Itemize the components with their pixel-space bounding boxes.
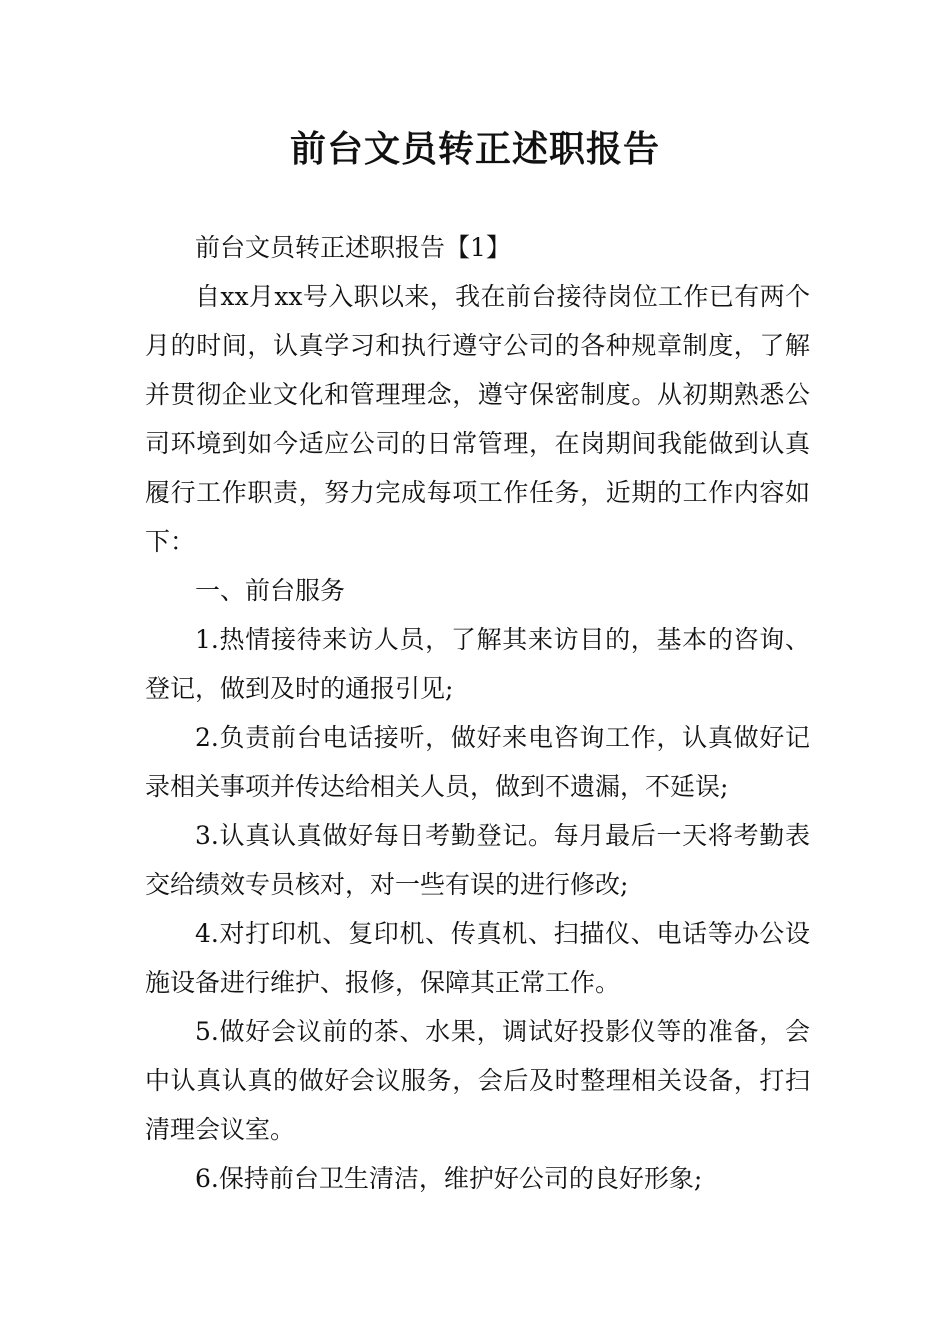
list-item-4: 4.对打印机、复印机、传真机、扫描仪、电话等办公设施设备进行维护、报修，保障其正常工作。 <box>145 919 810 997</box>
list-item-2: 2.负责前台电话接听，做好来电咨询工作，认真做好记录相关事项并传达给相关人员，做到不遗漏，不延误; <box>145 723 810 801</box>
section-heading-front-desk-service: 一、前台服务 <box>195 576 346 605</box>
report-subtitle: 前台文员转正述职报告【1】 <box>195 233 511 262</box>
list-item-6: 6.保持前台卫生清洁，维护好公司的良好形象; <box>195 1164 703 1193</box>
document-title: 前台文员转正述职报告 <box>289 129 660 170</box>
document-body <box>145 223 810 1203</box>
list-item-3: 3.认真认真做好每日考勤登记。每月最后一天将考勤表交给绩效专员核对，对一些有误的进行修改; <box>145 821 810 899</box>
list-item-5: 5.做好会议前的茶、水果，调试好投影仪等的准备，会中认真认真的做好会议服务，会后及时整理相关设备，打扫清理会议室。 <box>145 1017 810 1144</box>
list-item-1: 1.热情接待来访人员，了解其来访目的，基本的咨询、登记，做到及时的通报引见; <box>145 625 810 703</box>
intro-paragraph: 自xx月xx号入职以来，我在前台接待岗位工作已有两个月的时间，认真学习和执行遵守公司的各种规章制度，了解并贯彻企业文化和管理理念，遵守保密制度。从初期熟悉公司环境到如今适应公司的日常管理，在岗期间我能做到认真履行工作职责，努力完成每项工作任务，近期的工作内容如下： <box>145 282 810 556</box>
